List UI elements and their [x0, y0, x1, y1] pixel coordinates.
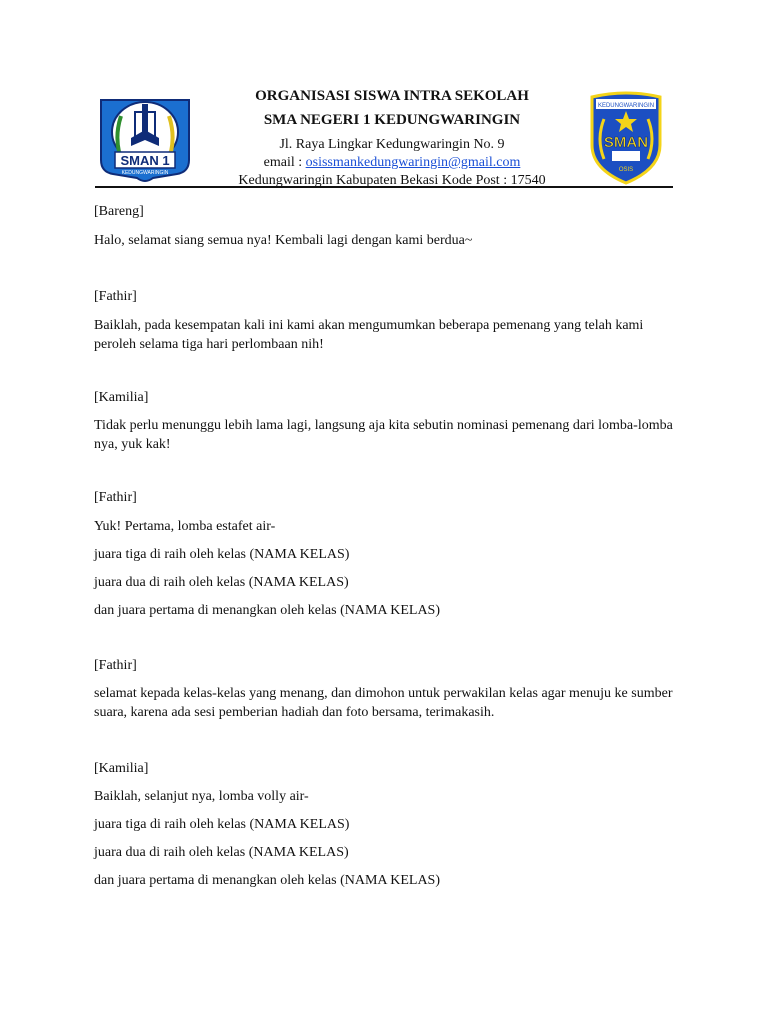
- dialogue-line: Baiklah, pada kesempatan kali ini kami akan mengumumkan beberapa pemenang yang telah kami peroleh selama tiga hari perlombaan nih!: [94, 318, 644, 352]
- left-logo-subtext: KEDUNGWARINGIN: [121, 170, 169, 176]
- email-prefix: email :: [263, 155, 306, 170]
- speaker-label: [Fathir]: [94, 289, 137, 304]
- letterhead-divider: [95, 186, 673, 188]
- speaker-label: [Kamilia]: [94, 390, 149, 405]
- school-logo-left: [97, 94, 193, 184]
- right-logo-banner: KEDUNGWARINGIN: [597, 103, 655, 109]
- right-logo-motto: OSIS: [618, 167, 634, 173]
- dialogue-line: dan juara pertama di menangkan oleh kelas (NAMA KELAS): [94, 873, 441, 888]
- dialogue-line: selamat kepada kelas-kelas yang menang, dan dimohon untuk perwakilan kelas agar menuju ke sumber suara, karena ada sesi pemberian hadiah dan foto bersama, terimakasih.: [94, 686, 673, 720]
- email-link[interactable]: osissmankedungwaringin@gmail.com: [305, 155, 521, 170]
- org-name: ORGANISASI SISWA INTRA SEKOLAH: [255, 88, 529, 104]
- letterhead: [200, 86, 584, 190]
- school-name: SMA NEGERI 1 KEDUNGWARINGIN: [263, 112, 521, 128]
- school-region: Kedungwaringin Kabupaten Bekasi Kode Post : 17540: [238, 173, 546, 188]
- dialogue-line: juara dua di raih oleh kelas (NAMA KELAS): [94, 845, 349, 860]
- dialogue-line: juara tiga di raih oleh kelas (NAMA KELAS): [94, 817, 350, 832]
- dialogue-line: Tidak perlu menunggu lebih lama lagi, langsung aja kita sebutin nominasi pemenang dari lomba-lomba nya, yuk kak!: [94, 418, 673, 452]
- dialogue-line: Halo, selamat siang semua nya! Kembali lagi dengan kami berdua~: [94, 233, 473, 248]
- speaker-label: [Kamilia]: [94, 761, 149, 776]
- left-logo-text: SMAN 1: [120, 153, 170, 168]
- dialogue-line: juara dua di raih oleh kelas (NAMA KELAS): [94, 575, 349, 590]
- school-logo-right: [586, 89, 666, 185]
- speaker-label: [Bareng]: [94, 204, 144, 219]
- dialogue-line: juara tiga di raih oleh kelas (NAMA KELAS): [94, 547, 350, 562]
- dialogue-line: Yuk! Pertama, lomba estafet air-: [94, 519, 276, 534]
- dialogue-line: dan juara pertama di menangkan oleh kelas (NAMA KELAS): [94, 603, 441, 618]
- email-line: [200, 154, 584, 172]
- speaker-label: [Fathir]: [94, 490, 137, 505]
- speaker-label: [Fathir]: [94, 658, 137, 673]
- right-logo-text: SMAN: [603, 134, 649, 151]
- school-address: Jl. Raya Lingkar Kedungwaringin No. 9: [279, 137, 505, 152]
- dialogue-line: Baiklah, selanjut nya, lomba volly air-: [94, 789, 309, 804]
